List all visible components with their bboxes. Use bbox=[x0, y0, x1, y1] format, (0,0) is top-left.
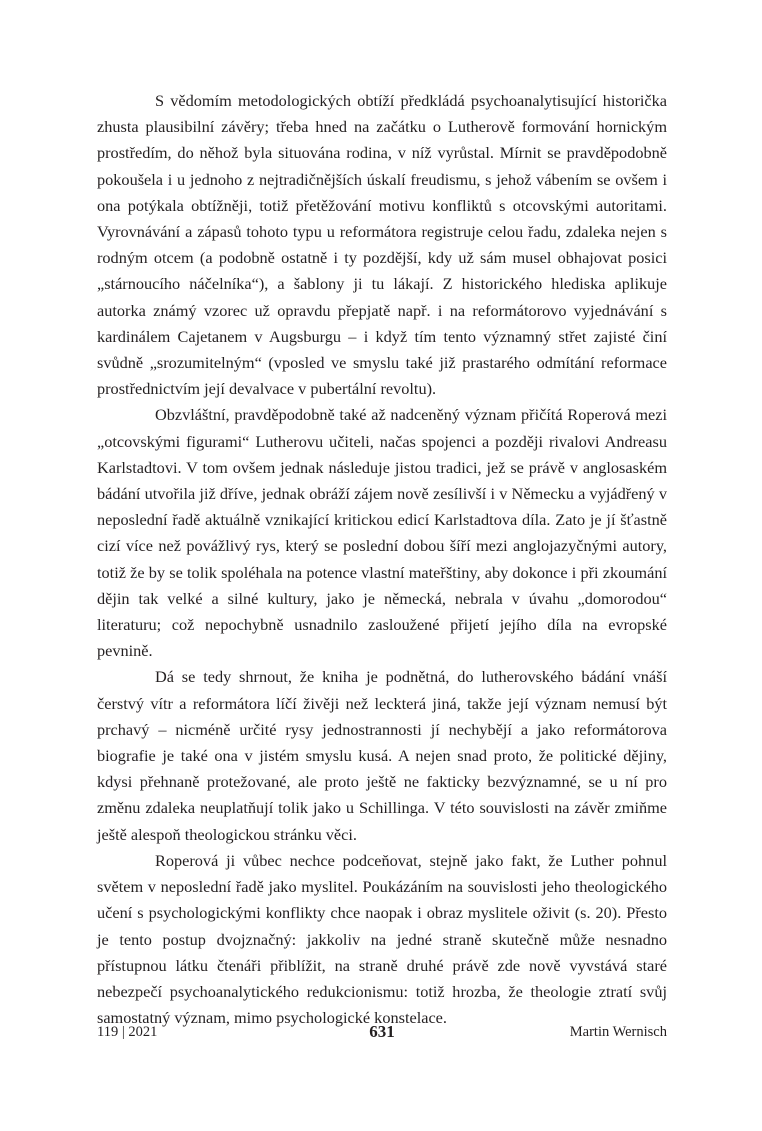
issue-label: 119 | 2021 bbox=[97, 1024, 158, 1040]
paragraph: S vědomím metodologických obtíží předkládá psychoanalytisující historička zhusta plausibilní závěry; třeba hned na začátku o Lutherově formování hornickým prostředím, do něhož byla situována rodina, v níž vyrůstal. Mírnit se pravděpodobně pokoušela i u jednoho z nejtradičnějších úskalí freudismu, s jehož vábením se ovšem i ona potýkala obtížněji, totiž přetěžování motivu konfliktů s otcovskými autoritami. Vyrovnávání a zápasů tohoto typu u reformátora registruje celou řadu, zdaleka nejen s rodným otcem (a podobně ostatně i ty pozdější, kdy už sám musel obhajovat posici „stárnoucího náčelníka“), a šablony ji tu lákají. Z historického hlediska aplikuje autorka známý vzorec už opravdu přepjatě např. i na reformátorovo vyjednávání s kardinálem Cajetanem v Augsburgu – i když tím tento významný střet zajisté činí svůdně „srozumitelným“ (vposled ve smyslu také již prastarého odmítání reformace prostřednictvím její devalvace v pubertální revoltu). bbox=[97, 91, 667, 399]
paragraph: Dá se tedy shrnout, že kniha je podnětná, do lutherovského bádání vnáší čerstvý vítr a reformátora líčí živěji než leckterá jiná, takže její význam nemusí být prchavý – nicméně určité rysy jednostrannosti jí nechybějí a jako reformátorova biografie je také ona v jistém smyslu kusá. A nejen snad proto, že politické dějiny, kdysi přehnaně protežované, ale proto ještě ne fakticky bezvýznamné, se u ní pro změnu zdaleka neuplatňují tolik jako u Schillinga. V této souvislosti na závěr zmiňme ještě alespoň theologickou stránku věci. bbox=[97, 667, 667, 844]
body-text bbox=[97, 88, 667, 1031]
page-number: 631 bbox=[369, 1022, 395, 1041]
page-footer bbox=[97, 1022, 667, 1048]
paragraph: Obzvláštní, pravděpodobně také až nadceněný význam přičítá Roperová mezi „otcovskými figurami“ Lutherovu učiteli, načas spojenci a později rivalovi Andreasu Karlstadtovi. V tom ovšem jednak následuje jistou tradici, jež se právě v anglosaském bádání utvořila již dříve, jednak obráží zájem nově zesílivší i v Německu a vyjádřený v neposlední řadě aktuálně vznikající kritickou edicí Karlstadtova díla. Zato je jí šťastně cizí více než povážlivý rys, který se poslední dobou šíří mezi anglojazyčnými autory, totiž že by se tolik spoléhala na potence vlastní mateřštiny, aby dokonce i při zkoumání dějin tak velké a silné kultury, jako je německá, nebrala v úvahu „domorodou“ literaturu; což nepochybně usnadnilo zasloužené přijetí jejího díla na evropské pevnině. bbox=[97, 405, 667, 661]
author-name: Martin Wernisch bbox=[569, 1024, 667, 1040]
paragraph: Roperová ji vůbec nechce podceňovat, stejně jako fakt, že Luther pohnul světem v neposlední řadě jako myslitel. Poukázáním na souvislosti jeho theologického učení s psychologickými konflikty chce naopak i obraz myslitele oživit (s. 20). Přesto je tento postup dvojznačný: jakkoliv na jedné straně skutečně může nesnadno přístupnou látku čtenáři přiblížit, na straně druhé právě zde nově vyvstává staré nebezpečí psychoanalytického redukcionismu: totiž hrozba, že theologie ztratí svůj samostatný význam, mimo psychologické konstelace. bbox=[97, 850, 667, 1028]
